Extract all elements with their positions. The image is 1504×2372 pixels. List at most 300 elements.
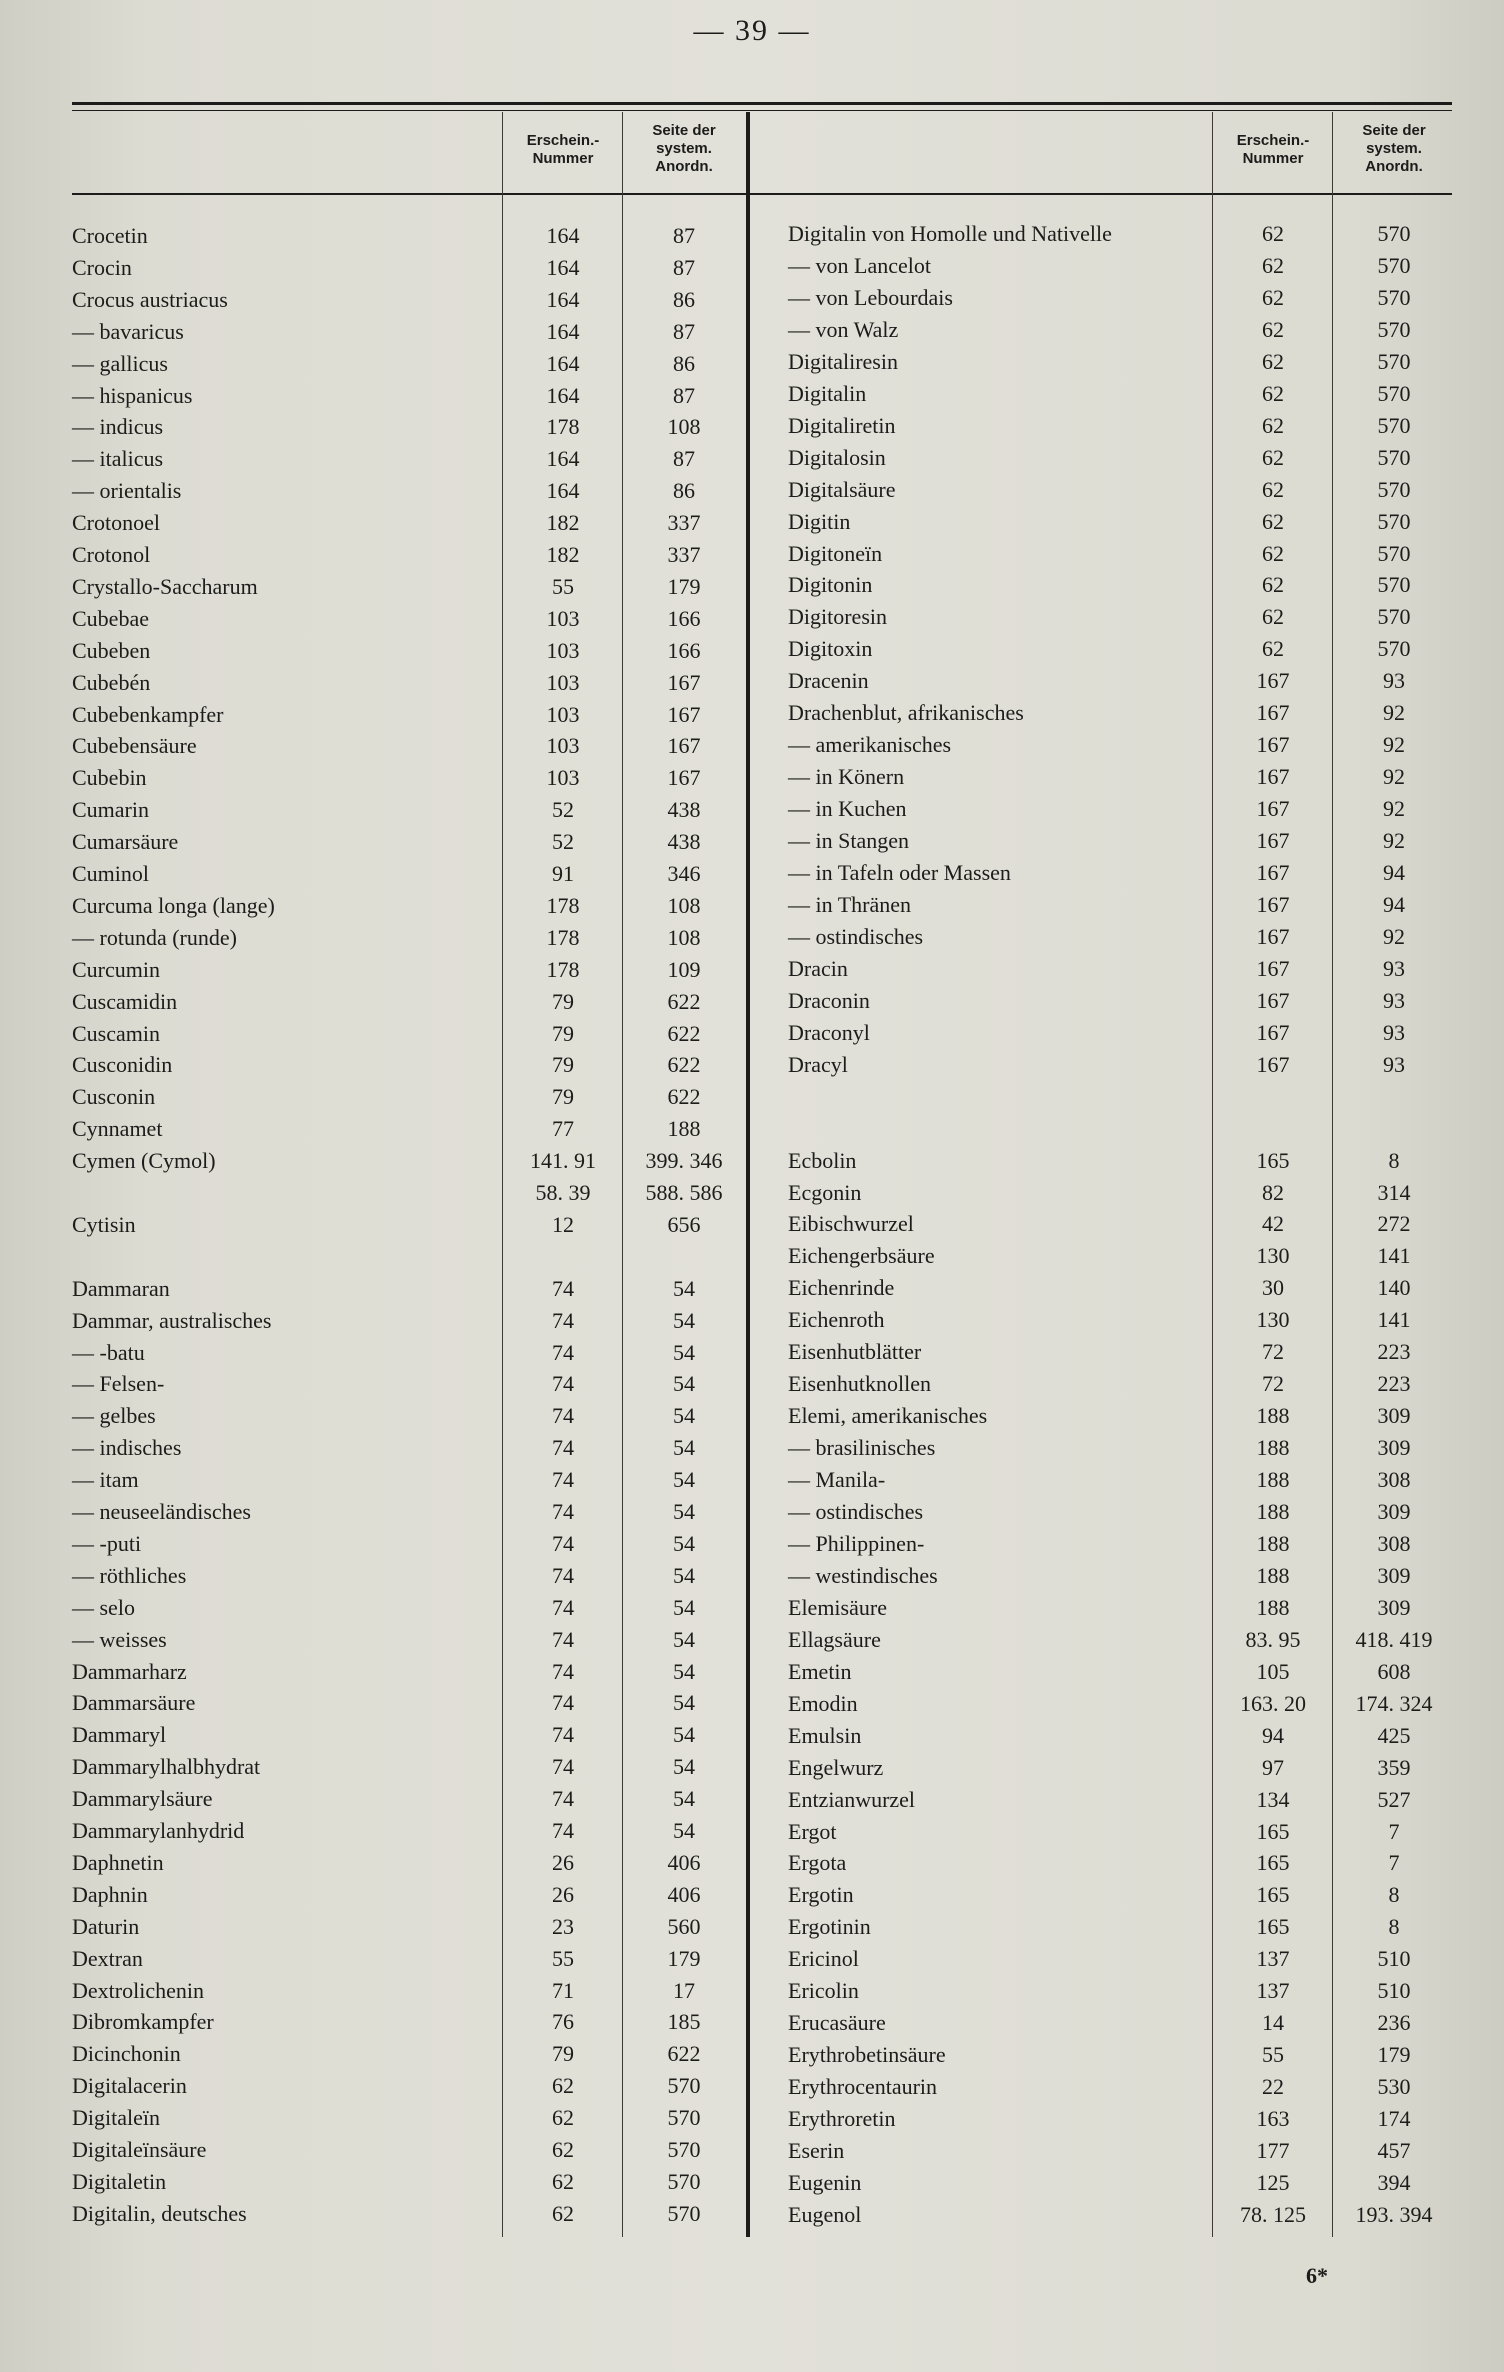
entry-number: 164 (546, 382, 580, 408)
entry-number: 164 (546, 318, 580, 344)
entry-page: 54 (673, 1499, 695, 1524)
entry-name: Digitalin, deutsches (72, 2200, 247, 2226)
entry-page: 7 (1388, 1850, 1400, 1876)
entry-number: 165 (1256, 1882, 1290, 1908)
index-row (0, 665, 1504, 697)
entry-name: Crocin (72, 254, 132, 280)
entry-number: 26 (552, 1849, 574, 1875)
entry-number: 62 (1262, 252, 1284, 278)
entry-name: Curcumin (72, 956, 160, 982)
entry-name: Daphnin (72, 1881, 148, 1907)
header-left-nummer: Erschein.- Nummer (526, 132, 600, 167)
entry-page: 608 (1377, 1658, 1411, 1684)
entry-number: 164 (546, 223, 580, 248)
entry-number: 42 (1262, 1211, 1284, 1237)
entry-page: 93 (1383, 668, 1405, 694)
entry-page: 570 (667, 2073, 701, 2099)
index-row (0, 1017, 1504, 1049)
entry-number: 72 (1262, 1339, 1284, 1365)
entry-page: 54 (673, 1818, 695, 1843)
entry-page: 167 (667, 765, 701, 791)
entry-name: — in Thränen (788, 891, 912, 917)
entry-page: 438 (667, 797, 701, 823)
entry-name: Dextrolichenin (72, 1977, 204, 2003)
entry-page: 167 (667, 701, 701, 727)
top-rule (72, 102, 1452, 105)
index-row (0, 2135, 1504, 2167)
entry-page: 570 (1377, 221, 1411, 246)
entry-number: 74 (552, 1371, 574, 1397)
entry-page: 8 (1388, 1882, 1400, 1908)
index-row (0, 410, 1504, 442)
entry-page: 185 (667, 2009, 701, 2035)
entry-name: Digitoresin (788, 604, 887, 630)
entry-page: 86 (673, 478, 695, 504)
index-row (0, 250, 1504, 282)
entry-page: 309 (1377, 1435, 1411, 1461)
entry-name: Digitaleïnsäure (72, 2137, 207, 2162)
index-row (0, 889, 1504, 921)
index-row (0, 1624, 1504, 1656)
entry-number: 167 (1256, 732, 1290, 758)
entry-number: 58. 39 (535, 1180, 591, 1205)
entry-name: Cuscamidin (72, 988, 178, 1014)
entry-number: 134 (1256, 1786, 1290, 1812)
entry-page: 54 (673, 1530, 695, 1556)
entry-name: Eisenhutknollen (788, 1371, 931, 1397)
entry-page: 93 (1383, 1051, 1405, 1077)
entry-number: 62 (552, 2200, 574, 2226)
entry-page: 622 (667, 1052, 701, 1078)
entry-page: 7 (1388, 1818, 1400, 1844)
entry-name: Eichengerbsäure (788, 1243, 935, 1269)
index-row (0, 1049, 1504, 1081)
entry-page: 570 (1377, 284, 1411, 310)
index-row (0, 442, 1504, 474)
entry-name: Dicinchonin (72, 2041, 181, 2067)
entry-number: 130 (1256, 1307, 1290, 1333)
index-row (0, 282, 1504, 314)
entry-number: 137 (1256, 1978, 1290, 2004)
entry-page: 54 (673, 1467, 695, 1493)
entry-number: 103 (546, 733, 580, 759)
entry-name: Erythrocentaurin (788, 2074, 938, 2100)
entry-name: Digitoneïn (788, 540, 883, 566)
entry-number: 105 (1256, 1658, 1290, 1684)
entry-page: 87 (673, 223, 695, 248)
entry-page: 223 (1377, 1371, 1411, 1397)
entry-page: 87 (673, 446, 695, 472)
entry-name: Erythrobetinsäure (788, 2042, 946, 2068)
entry-number: 74 (552, 1562, 574, 1588)
entry-number: 74 (552, 1307, 574, 1333)
entry-name: Ergot (788, 1818, 837, 1844)
entry-page: 54 (673, 1722, 695, 1748)
entry-page: 141 (1377, 1243, 1411, 1269)
index-row (0, 1145, 1504, 1177)
entry-number: 167 (1256, 860, 1290, 885)
index-row (0, 825, 1504, 857)
entry-name: Dammarylanhydrid (72, 1818, 245, 1843)
entry-name: Emulsin (788, 1722, 862, 1748)
entry-number: 62 (1262, 476, 1284, 502)
entry-page: 314 (1377, 1179, 1411, 1205)
entry-name: — Philippinen- (788, 1530, 925, 1556)
entry-page: 570 (1377, 636, 1411, 662)
index-row (0, 2103, 1504, 2135)
entry-number: 62 (552, 2105, 574, 2131)
entry-number: 74 (552, 1530, 574, 1556)
entry-name: Digitaliresin (788, 348, 898, 374)
entry-page: 337 (667, 542, 701, 567)
index-row (0, 1208, 1504, 1240)
entry-name: Dextran (72, 1945, 143, 1971)
entry-name: — gelbes (72, 1403, 156, 1429)
entry-name: Cubebin (72, 765, 147, 791)
index-row (0, 1432, 1504, 1464)
entry-page: 92 (1383, 828, 1405, 854)
index-row (0, 1113, 1504, 1145)
entry-name: — von Walz (788, 316, 899, 342)
entry-name: Daturin (72, 1913, 140, 1939)
entry-name: — itam (72, 1467, 139, 1493)
entry-page: 570 (1377, 540, 1411, 566)
entry-name: Draconyl (788, 1019, 870, 1045)
entry-page: 510 (1377, 1978, 1411, 2004)
entry-number: 62 (1262, 636, 1284, 662)
entry-name: Cubebén (72, 669, 151, 695)
entry-name: — indisches (72, 1435, 182, 1461)
index-row (0, 1847, 1504, 1879)
entry-number: 178 (546, 414, 580, 440)
entry-name: Drachenblut, afrikanisches (788, 700, 1024, 726)
entry-name: Ellagsäure (788, 1626, 881, 1652)
entry-number: 82 (1262, 1179, 1284, 1205)
entry-name: Eugenin (788, 2169, 862, 2195)
entry-name: Erucasäure (788, 2010, 886, 2036)
entry-name: — indicus (72, 414, 164, 440)
entry-number: 103 (546, 669, 580, 695)
entry-name: Digitin (788, 508, 851, 534)
entry-number: 23 (552, 1913, 574, 1939)
entry-page: 425 (1377, 1722, 1411, 1748)
entry-page: 108 (667, 924, 701, 950)
entry-name: Crocetin (72, 223, 148, 248)
entry-name: Cumarsäure (72, 829, 179, 855)
entry-page: 560 (667, 1913, 701, 1939)
entry-page: 54 (673, 1339, 695, 1365)
entry-number: 79 (552, 1052, 574, 1078)
entry-name: — Manila- (788, 1467, 886, 1493)
entry-page: 94 (1383, 891, 1405, 917)
entry-name: Curcuma longa (lange) (72, 892, 275, 918)
index-row (0, 1943, 1504, 1975)
entry-name: — röthliches (72, 1562, 187, 1588)
entry-name: — hispanicus (72, 382, 193, 408)
index-row (0, 1304, 1504, 1336)
entry-name: Cuscamin (72, 1020, 160, 1046)
entry-number: 130 (1256, 1243, 1290, 1269)
entry-page: 193. 394 (1355, 2201, 1433, 2227)
top-rule-thin (72, 110, 1452, 111)
entry-page: 418. 419 (1355, 1626, 1433, 1652)
index-row (0, 1528, 1504, 1560)
entry-name: Crotonol (72, 542, 151, 567)
index-row (0, 921, 1504, 953)
entry-number: 182 (546, 510, 580, 536)
index-row (0, 506, 1504, 538)
entry-page: 179 (1377, 2042, 1411, 2068)
page-number: — 39 — (693, 14, 811, 47)
entry-name: Cumarin (72, 797, 149, 823)
entry-page: 570 (1377, 572, 1411, 598)
entry-number: 188 (1256, 1594, 1290, 1620)
entry-name: Dracin (788, 955, 848, 981)
entry-page: 530 (1377, 2074, 1411, 2100)
entry-number: 103 (546, 637, 580, 663)
entry-number: 62 (1262, 508, 1284, 534)
entry-page: 309 (1377, 1499, 1411, 1524)
entry-number: 62 (1262, 348, 1284, 374)
entry-page: 174. 324 (1355, 1690, 1433, 1716)
entry-number: 83. 95 (1245, 1626, 1301, 1652)
entry-number: 74 (552, 1499, 574, 1524)
entry-number: 74 (552, 1594, 574, 1620)
header-rule (72, 193, 1452, 195)
index-row (0, 218, 1504, 250)
entry-name: Ecgonin (788, 1179, 862, 1205)
entry-name: — amerikanisches (788, 732, 952, 758)
entry-name: — westindisches (788, 1562, 938, 1588)
entry-page: 92 (1383, 923, 1405, 949)
index-row (0, 1240, 1504, 1272)
entry-number: 76 (552, 2009, 574, 2035)
entry-number: 167 (1256, 987, 1290, 1013)
index-row (0, 1496, 1504, 1528)
entry-name: Ericinol (788, 1946, 859, 1972)
entry-number: 167 (1256, 1051, 1290, 1077)
entry-page: 236 (1377, 2010, 1411, 2036)
entry-page: 54 (673, 1275, 695, 1301)
index-row (0, 2039, 1504, 2071)
entry-number: 164 (546, 446, 580, 472)
entry-number: 178 (546, 956, 580, 982)
index-row (0, 1081, 1504, 1113)
entry-page: 337 (667, 510, 701, 536)
entry-number: 74 (552, 1435, 574, 1461)
entry-page: 54 (673, 1658, 695, 1684)
entry-name: Ergota (788, 1850, 847, 1876)
entry-number: 178 (546, 924, 580, 950)
index-row (0, 857, 1504, 889)
entry-number: 71 (552, 1977, 574, 2003)
entry-page: 93 (1383, 987, 1405, 1013)
index-row (0, 1784, 1504, 1816)
index-row (0, 1816, 1504, 1848)
index-row (0, 1720, 1504, 1752)
entry-name: Cuminol (72, 861, 150, 886)
entry-name: Digitaleïn (72, 2105, 160, 2131)
entry-number: 74 (552, 1467, 574, 1493)
index-row (0, 474, 1504, 506)
entry-number: 165 (1256, 1147, 1290, 1173)
entry-name: Dammarsäure (72, 1690, 196, 1716)
header-left-seite: Seite der system. Anordn. (652, 122, 716, 175)
entry-page: 54 (673, 1690, 695, 1716)
entry-number: 74 (552, 1722, 574, 1748)
entry-number: 137 (1256, 1946, 1290, 1972)
entry-number: 62 (1262, 316, 1284, 342)
entry-name: Cubeben (72, 637, 151, 663)
index-row (0, 793, 1504, 825)
entry-name: Ergotinin (788, 1914, 871, 1940)
entry-number: 74 (552, 1275, 574, 1301)
entry-name: Digitoxin (788, 636, 873, 662)
entry-page: 87 (673, 254, 695, 280)
entry-page: 570 (667, 2200, 701, 2226)
entry-page: 457 (1377, 2138, 1411, 2163)
entry-number: 74 (552, 1690, 574, 1716)
entry-number: 72 (1262, 1371, 1284, 1397)
entry-name: — von Lebourdais (788, 284, 953, 310)
entry-number: 14 (1262, 2010, 1284, 2036)
entry-number: 79 (552, 1084, 574, 1110)
entry-page: 54 (673, 1307, 695, 1333)
entry-number: 103 (546, 605, 580, 631)
entry-number: 97 (1262, 1754, 1284, 1780)
entry-number: 78. 125 (1240, 2201, 1306, 2227)
entry-page: 54 (673, 1435, 695, 1461)
entry-number: 167 (1256, 700, 1290, 726)
entry-page: 92 (1383, 764, 1405, 790)
entry-name: — ostindisches (788, 1499, 924, 1524)
entry-number: 94 (1262, 1722, 1284, 1748)
index-row (0, 633, 1504, 665)
entry-name: Engelwurz (788, 1754, 884, 1780)
entry-number: 188 (1256, 1562, 1290, 1588)
entry-page: 622 (667, 988, 701, 1014)
entry-number: 74 (552, 1626, 574, 1652)
entry-number: 164 (546, 286, 580, 312)
index-row (0, 1592, 1504, 1624)
entry-number: 164 (546, 350, 580, 376)
entry-page: 309 (1377, 1562, 1411, 1588)
entry-name: Dammarylhalbhydrat (72, 1754, 261, 1780)
entry-page: 54 (673, 1562, 695, 1588)
index-row (0, 346, 1504, 378)
entry-number: 141. 91 (530, 1148, 596, 1174)
entry-page: 174 (1377, 2106, 1411, 2132)
entry-number: 55 (552, 573, 574, 599)
index-row (0, 1688, 1504, 1720)
entry-number: 55 (552, 1945, 574, 1971)
entry-page: 399. 346 (645, 1148, 723, 1174)
index-row (0, 2199, 1504, 2231)
entry-number: 163. 20 (1240, 1690, 1306, 1716)
entry-page: 438 (667, 829, 701, 855)
entry-page: 570 (1377, 252, 1411, 278)
entry-page: 54 (673, 1371, 695, 1397)
entry-page: 308 (1377, 1467, 1411, 1493)
entry-page: 622 (667, 2041, 701, 2067)
entry-name: Digitaletin (72, 2168, 167, 2194)
entry-number: 163 (1256, 2106, 1290, 2132)
entry-name: — -batu (72, 1339, 145, 1365)
index-row (0, 1272, 1504, 1304)
entry-number: 167 (1256, 891, 1290, 917)
entry-page: 510 (1377, 1946, 1411, 1972)
entry-page: 141 (1377, 1307, 1411, 1333)
entry-name: Dammaran (72, 1275, 170, 1301)
entry-number: 125 (1256, 2169, 1290, 2195)
entry-page: 92 (1383, 732, 1405, 758)
entry-page: 8 (1388, 1914, 1400, 1940)
entry-number: 164 (546, 478, 580, 504)
index-row (0, 1911, 1504, 1943)
entry-page: 17 (673, 1977, 695, 2003)
index-row (0, 314, 1504, 346)
entry-name: — brasilinisches (788, 1435, 936, 1461)
entry-page: 346 (667, 861, 701, 886)
entry-number: 167 (1256, 828, 1290, 854)
entry-name: Dracyl (788, 1051, 848, 1077)
entry-number: 165 (1256, 1850, 1290, 1876)
entry-name: Dammar, australisches (72, 1307, 272, 1333)
index-row (0, 729, 1504, 761)
entry-name: Elemi, amerikanisches (788, 1403, 988, 1429)
entry-name: — neuseeländisches (72, 1499, 251, 1524)
entry-number: 62 (1262, 572, 1284, 598)
entry-number: 62 (552, 2137, 574, 2162)
entry-name: Eichenrinde (788, 1275, 895, 1301)
entry-number: 167 (1256, 1019, 1290, 1045)
entry-page: 570 (667, 2105, 701, 2131)
entry-name: Cymen (Cymol) (72, 1148, 216, 1174)
entry-page: 87 (673, 382, 695, 408)
entry-number: 62 (1262, 604, 1284, 630)
entry-page: 166 (667, 637, 701, 663)
entry-number: 165 (1256, 1914, 1290, 1940)
entry-name: Eibischwurzel (788, 1211, 914, 1237)
index-row (0, 1752, 1504, 1784)
entry-number: 178 (546, 892, 580, 918)
index-row (0, 2167, 1504, 2199)
entry-page: 656 (667, 1211, 701, 1237)
entry-number: 62 (1262, 412, 1284, 438)
entry-number: 62 (552, 2073, 574, 2099)
entry-name: — orientalis (72, 478, 182, 504)
entry-number: 22 (1262, 2074, 1284, 2100)
entry-number: 188 (1256, 1467, 1290, 1493)
entry-page: 92 (1383, 700, 1405, 726)
entry-name: Eserin (788, 2138, 845, 2163)
entry-name: — in Kuchen (788, 796, 907, 822)
entry-name: Digitalsäure (788, 476, 896, 502)
entry-name: Cubebae (72, 605, 149, 631)
entry-page: 570 (1377, 444, 1411, 470)
entry-page: 188 (667, 1116, 701, 1142)
entry-number: 74 (552, 1786, 574, 1812)
entry-name: — von Lancelot (788, 252, 931, 278)
entry-page: 109 (667, 956, 701, 982)
entry-number: 91 (552, 861, 574, 886)
entry-name: — Felsen- (72, 1371, 165, 1397)
entry-number: 62 (1262, 284, 1284, 310)
entry-page: 622 (667, 1020, 701, 1046)
entry-page: 588. 586 (645, 1180, 723, 1205)
entry-page: 570 (1377, 476, 1411, 502)
entry-number: 74 (552, 1339, 574, 1365)
